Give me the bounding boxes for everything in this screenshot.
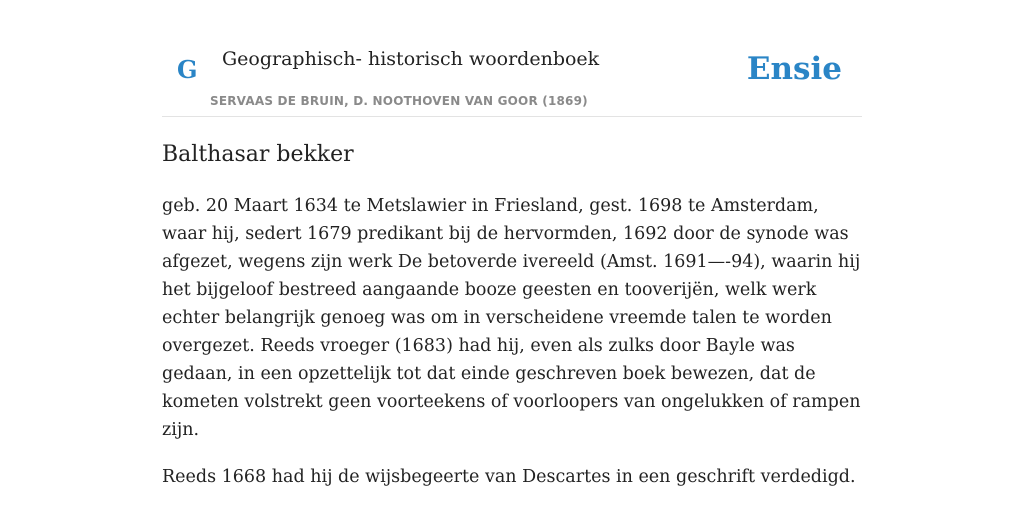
entry-title: Balthasar bekker bbox=[162, 142, 354, 167]
entry-body bbox=[162, 192, 867, 491]
book-title: Geographisch- historisch woordenboek bbox=[222, 48, 600, 70]
ensie-brand-link[interactable]: Ensie bbox=[746, 51, 842, 87]
entry-paragraph: geb. 20 Maart 1634 te Metslawier in Friesland, gest. 1698 te Amsterdam, waar hij, sedert 1679 predikant bij de hervormden, 1692 door de synode was afgezet, wegens zijn werk De betoverde ivereeld (Amst. 1691—-94), waarin hij het bijgeloof bestreed aangaande booze geesten en tooverijën, welk werk echter belangrijk genoeg was om in verscheidene vreemde talen te worden overgezet. Reeds vroeger (1683) had hij, even als zulks door Bayle was gedaan, in een opzettelijk tot dat einde geschreven boek bewezen, dat de kometen volstrekt geen voorteekens of voorloopers van ongelukken of rampen zijn. bbox=[162, 196, 861, 440]
entry-article bbox=[162, 139, 867, 510]
book-authors: SERVAAS DE BRUIN, D. NOOTHOVEN VAN GOOR (1869) bbox=[210, 94, 588, 108]
entry-paragraph: Reeds 1668 had hij de wijsbegeerte van Descartes in een geschrift verdedigd. bbox=[162, 467, 856, 487]
book-logo-icon: G bbox=[177, 55, 198, 84]
book-header bbox=[162, 30, 862, 117]
